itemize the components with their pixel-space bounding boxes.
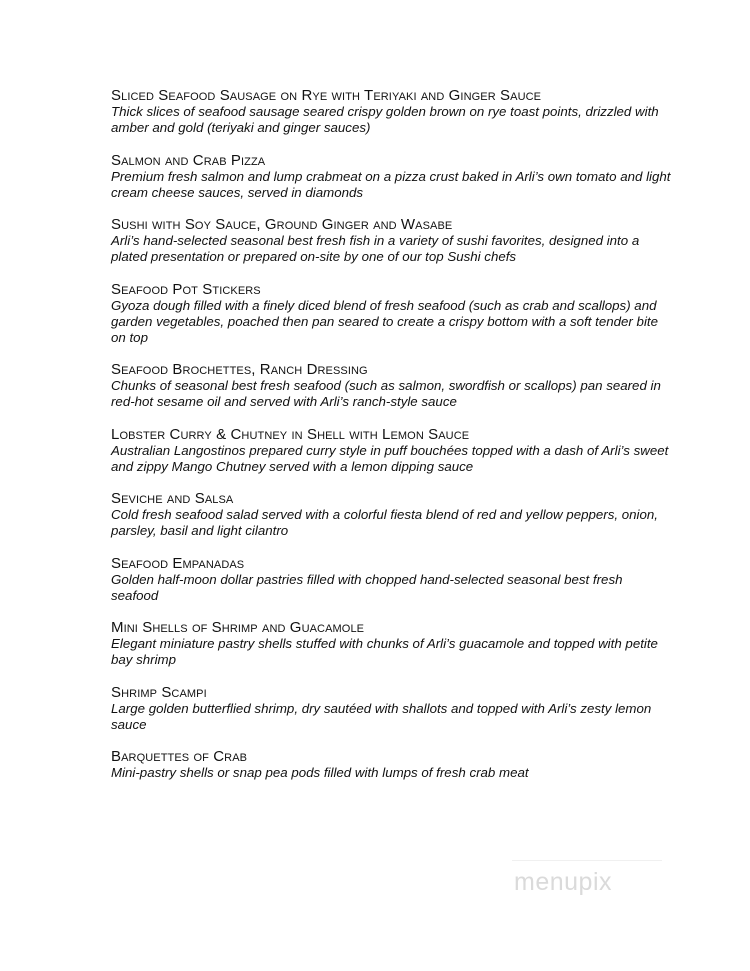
menu-item-pot-stickers [111,282,671,346]
menu-item-barquettes [111,749,671,781]
item-title: Mini Shells of Shrimp and Guacamole [111,619,365,636]
item-description: Premium fresh salmon and lump crabmeat on a pizza crust baked in Arli’s own tomato and light cream cheese sauces, served in diamonds [111,168,671,200]
item-description: Mini-pastry shells or snap pea pods filled with lumps of fresh crab meat [111,765,529,780]
menu-item-brochettes [111,362,671,410]
menu-item-shrimp-scampi [111,685,671,733]
item-description: Golden half-moon dollar pastries filled with chopped hand-selected seasonal best fresh seafood [111,571,623,603]
menu-item-salmon-crab-pizza [111,153,671,201]
item-description: Large golden butterflied shrimp, dry sautéed with shallots and topped with Arli’s zesty lemon sauce [111,700,652,732]
item-description: Cold fresh seafood salad served with a colorful fiesta blend of red and yellow peppers, onion, parsley, basil and light cilantro [111,507,658,538]
watermark-logo: menupix [514,868,612,896]
item-description: Elegant miniature pastry shells stuffed with chunks of Arli’s guacamole and topped with petite bay shrimp [111,636,658,667]
item-description: Chunks of seasonal best fresh seafood (such as salmon, swordfish or scallops) pan seared in red-hot sesame oil and served with Arli’s ranch-style sauce [111,378,661,409]
item-title: Seviche and Salsa [111,490,234,507]
item-title: Barquettes of Crab [111,748,248,765]
watermark-divider [512,860,662,861]
item-description: Gyoza dough filled with a finely diced blend of fresh seafood (such as crab and scallops) and garden vegetables, poached then pan seared to create a crispy bottom with a soft tender bite on top [111,297,658,345]
menu-item-seafood-sausage [111,88,671,136]
item-title: Sliced Seafood Sausage on Rye with Teriyaki and Ginger Sauce [111,87,542,104]
menu-item-empanadas [111,556,671,604]
item-title: Seafood Pot Stickers [111,280,261,298]
menu-item-lobster-curry [111,427,671,475]
menu-item-sushi [111,217,671,265]
menu-item-seviche [111,491,671,539]
item-title: Salmon and Crab Pizza [111,151,266,169]
item-title: Sushi with Soy Sauce, Ground Ginger and Wasabe [111,216,453,233]
item-title: Seafood Brochettes, Ranch Dressing [111,361,368,378]
item-description: Arli’s hand-selected seasonal best fresh fish in a variety of sushi favorites, designed into a plated presentation or prepared on-site by one of our top Sushi chefs [111,233,640,264]
item-description: Thick slices of seafood sausage seared crispy golden brown on rye toast points, drizzled with amber and gold (teriyaki and ginger sauces) [111,104,659,135]
item-description: Australian Langostinos prepared curry style in puff bouchées topped with a dash of Arli’s sweet and zippy Mango Chutney served with a lemon dipping sauce [111,442,669,474]
item-title: Seafood Empanadas [111,554,245,572]
menu-item-mini-shells [111,620,671,668]
item-title: Shrimp Scampi [111,683,207,701]
menu-list [111,88,671,798]
item-title: Lobster Curry & Chutney in Shell with Lemon Sauce [111,425,470,443]
